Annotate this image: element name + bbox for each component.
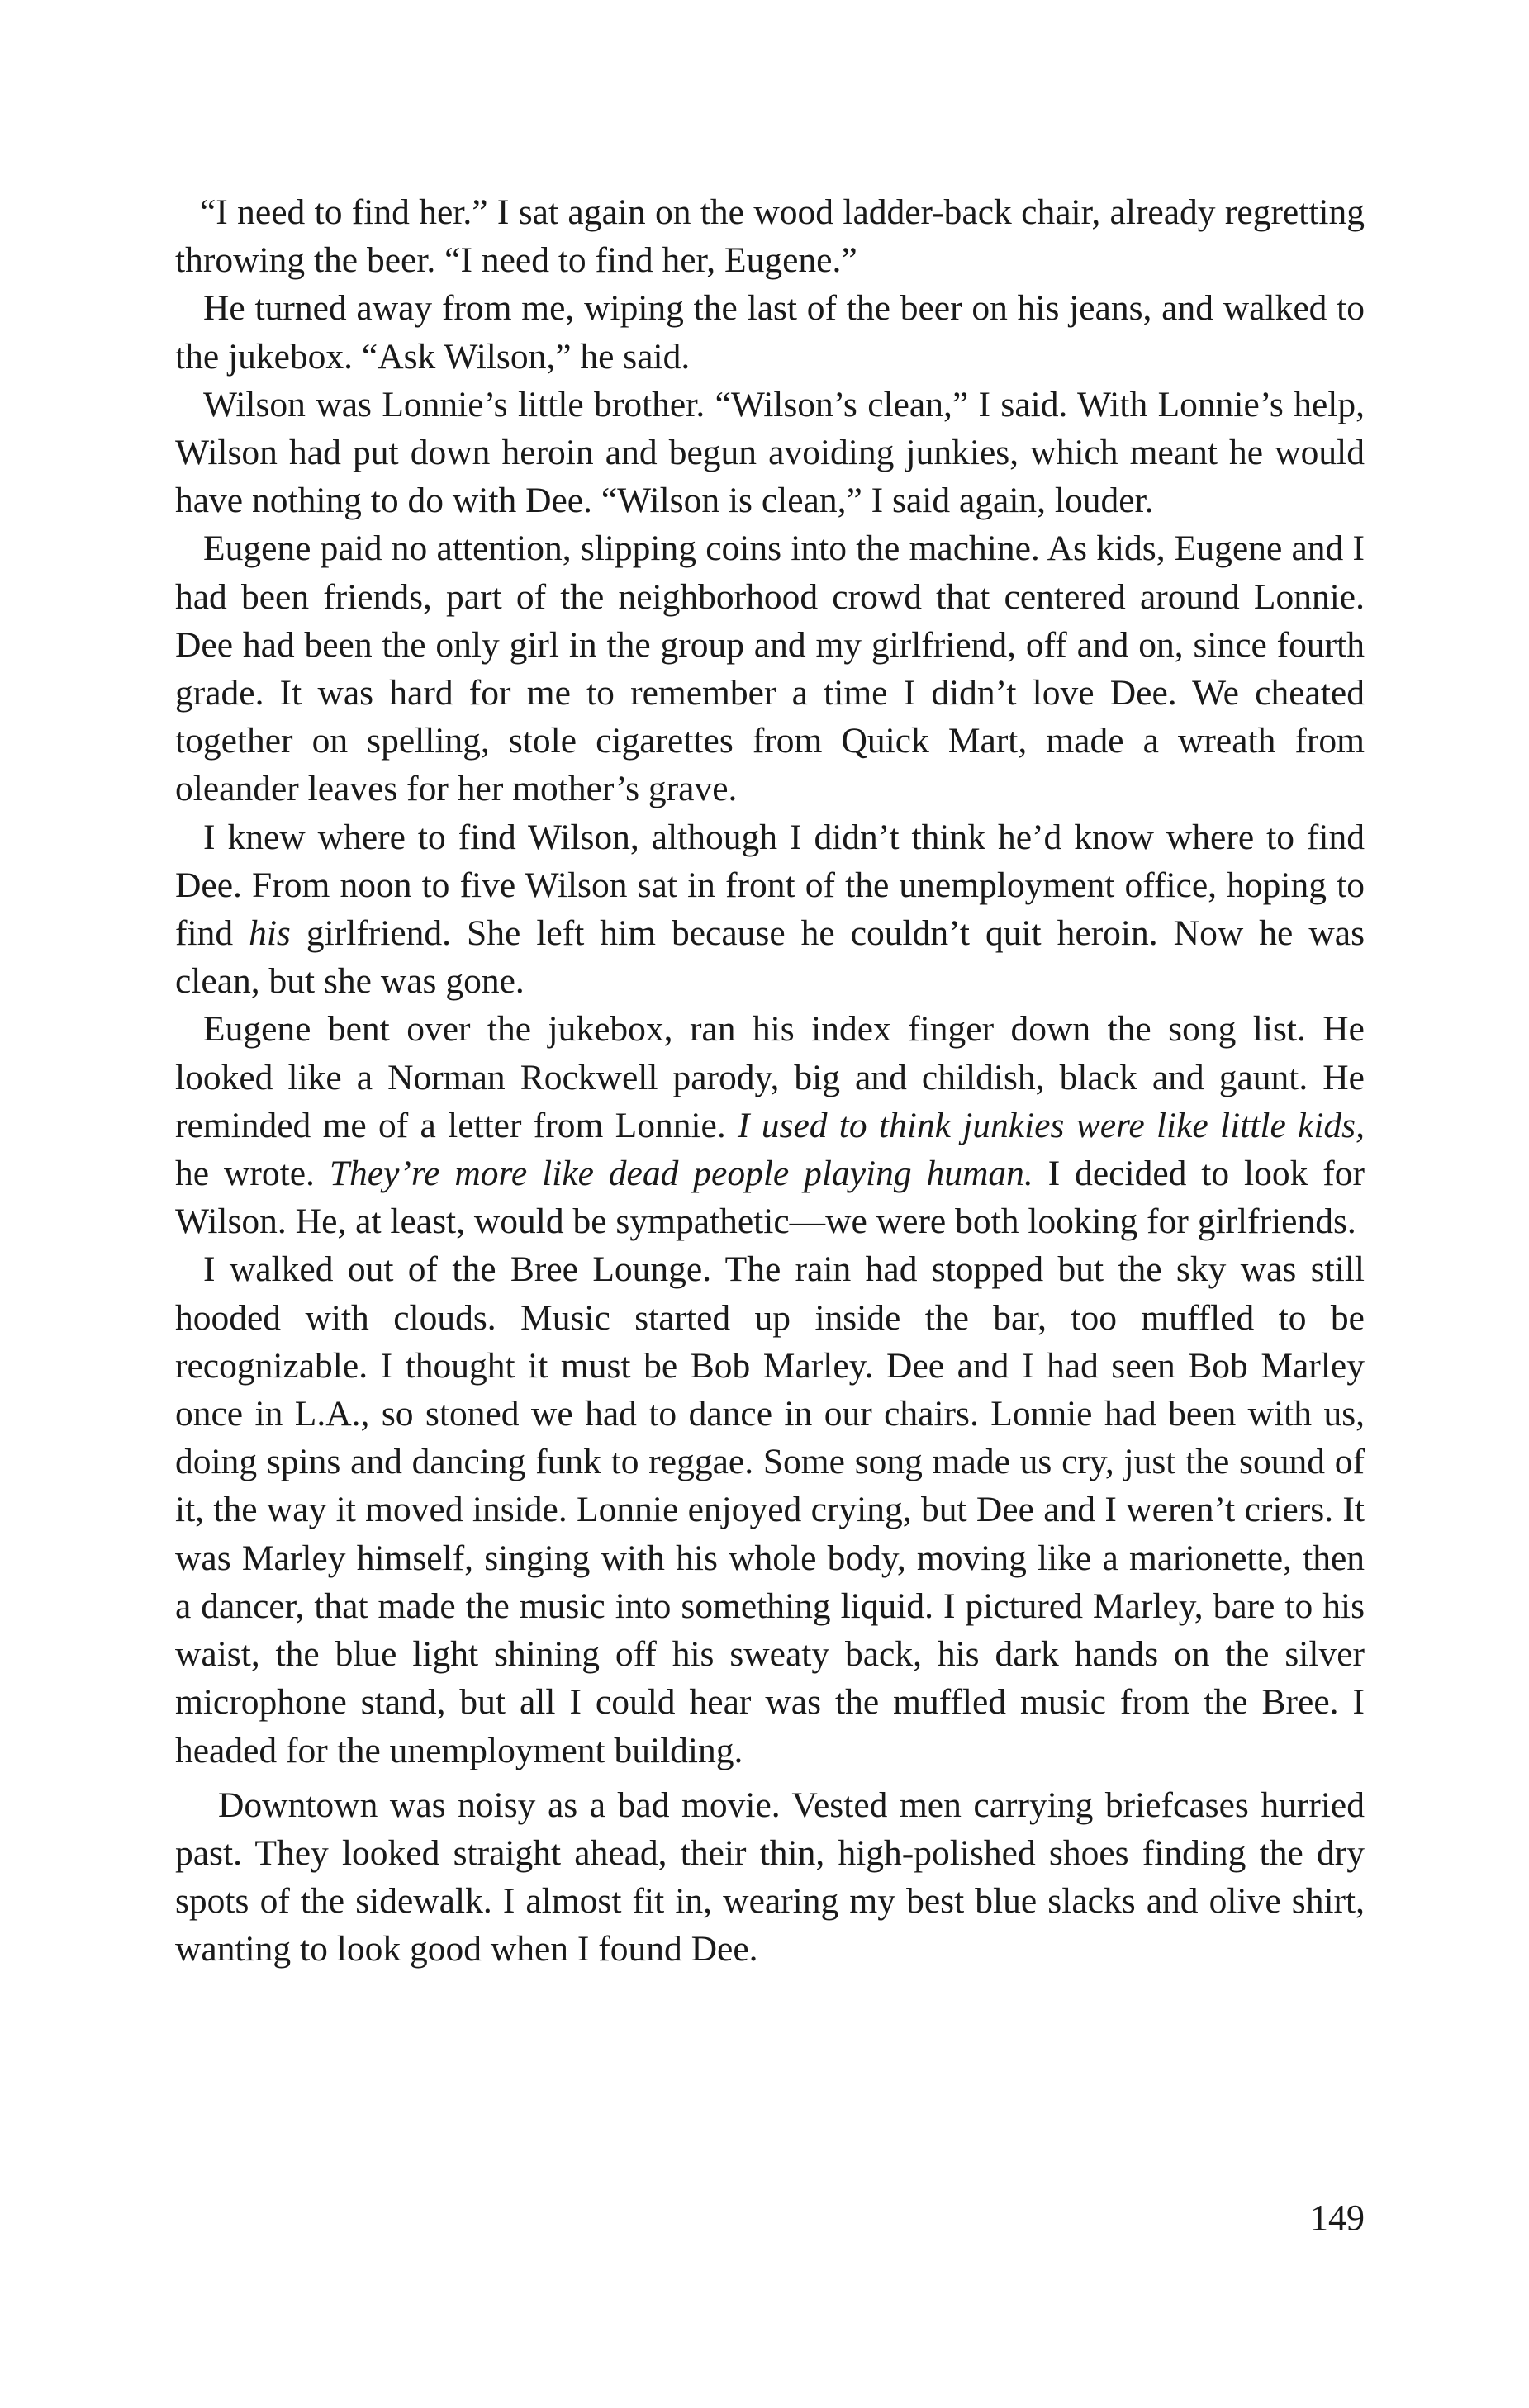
paragraph bbox=[175, 284, 1365, 380]
italic-text-run: his bbox=[249, 913, 291, 954]
text-run: I walked out of the Bree Lounge. The rain had stopped but the sky was still hooded with clouds. Music started up inside the bar, too muffled to be recognizable. I thought it must be Bob Marley. Dee and I had seen Bob Marley once in L.A., so stoned we had to dance in our chairs. Lonnie had been with us, doing spins and dancing funk to reggae. Some song made us cry, just the sound of it, the way it moved inside. Lonnie enjoyed crying, but Dee and I weren’t criers. It was Marley himself, singing with his whole body, moving like a marionette, then a dancer, that made the music into something liquid. I pictured Marley, bare to his waist, the blue light shining off his sweaty back, his dark hands on the silver microphone stand, but all I could hear was the muffled music from the Bree. I headed for the unemployment building. bbox=[175, 1249, 1365, 1770]
paragraph bbox=[175, 1245, 1365, 1774]
page-number: 149 bbox=[1310, 2197, 1365, 2238]
paragraph bbox=[175, 188, 1365, 284]
text-run: Wilson was Lonnie’s little brother. “Wilson’s clean,” I said. With Lonnie’s help, Wilson had put down heroin and begun avoiding junkies, which meant he would have nothing to do with Dee. “Wilson is clean,” I said again, louder. bbox=[175, 384, 1365, 521]
text-run: Eugene bent over the jukebox, ran his index finger down the song list. He looked like a Norman Rockwell parody, big and childish, black and gaunt. He reminded me of a letter from Lonnie. bbox=[175, 1009, 1365, 1145]
paragraph bbox=[175, 524, 1365, 813]
text-run: Eugene paid no attention, slipping coins into the machine. As kids, Eugene and I had been friends, part of the neighborhood crowd that centered around Lonnie. Dee had been the only girl in the group and my girlfriend, off and on, since fourth grade. It was hard for me to remember a time I didn’t love Dee. We cheated together on spelling, stole cigarettes from Quick Mart, made a wreath from oleander leaves for her mother’s grave. bbox=[175, 529, 1365, 809]
text-run: he wrote. bbox=[175, 1154, 330, 1194]
italic-text-run: I used to think junkies were like little kids, bbox=[738, 1105, 1365, 1145]
text-run: “I need to find her.” I sat again on the wood ladder-back chair, already regretting throwing the beer. “I need to find her, Eugene.” bbox=[175, 192, 1365, 281]
paragraph bbox=[175, 1005, 1365, 1245]
text-run: girlfriend. She left him because he couldn’t quit heroin. Now he was clean, but she was gone. bbox=[175, 913, 1365, 1002]
paragraph bbox=[175, 1781, 1365, 1974]
text-run: He turned away from me, wiping the last of the beer on his jeans, and walked to the jukebox. “Ask Wilson,” he said. bbox=[175, 288, 1365, 377]
body-text bbox=[175, 188, 1365, 1974]
text-run: Downtown was noisy as a bad movie. Vested men carrying briefcases hurried past. They looked straight ahead, their thin, high-polished shoes finding the dry spots of the sidewalk. I almost fit in, wearing my best blue slacks and olive shirt, wanting to look good when I found Dee. bbox=[175, 1785, 1365, 1970]
text-run: I decided to look for Wilson. He, at least, would be sympathetic—we were both looking for girlfriends. bbox=[175, 1154, 1365, 1242]
italic-text-run: They’re more like dead people playing human. bbox=[329, 1154, 1033, 1194]
text-run: I knew where to find Wilson, although I didn’t think he’d know where to find Dee. From noon to five Wilson sat in front of the unemployment office, hoping to find bbox=[175, 817, 1365, 954]
paragraph bbox=[175, 381, 1365, 525]
paragraph bbox=[175, 813, 1365, 1006]
